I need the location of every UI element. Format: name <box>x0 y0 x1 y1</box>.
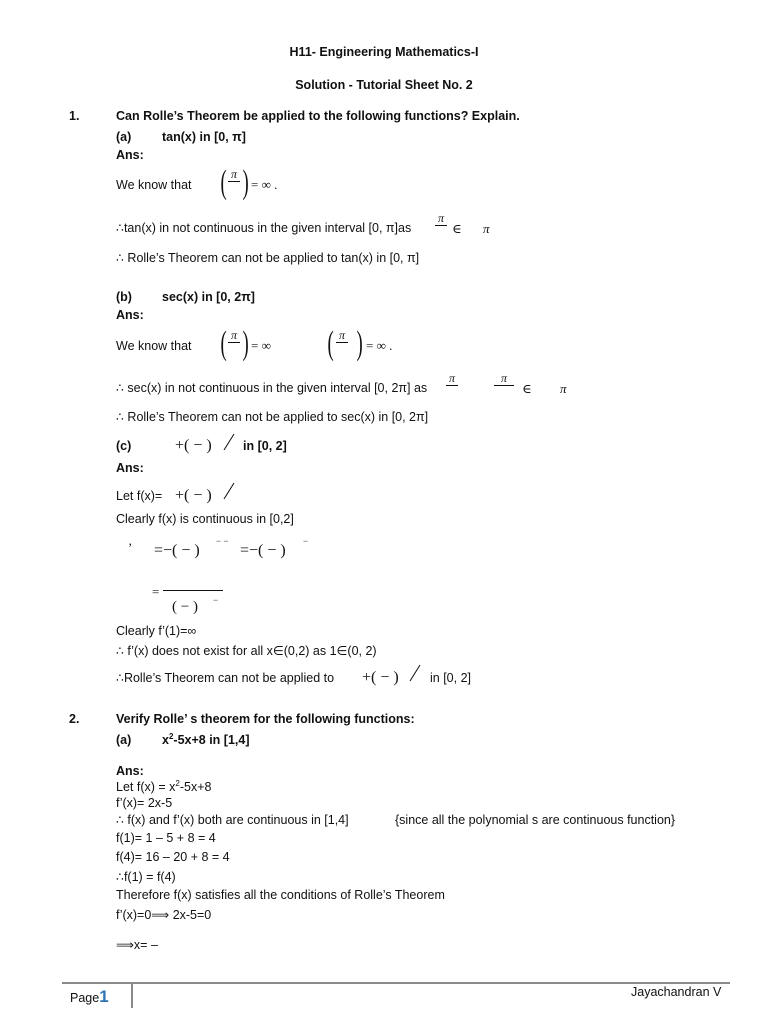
q1b-equation-2: = ∞ . <box>366 338 393 353</box>
q1a-not-continuous: ∴tan(x) in not continuous in the given interval [0, π]as <box>116 221 412 235</box>
q2a-continuity: ∴ f(x) and f’(x) both are continuous in [1,4] <box>116 813 349 827</box>
q1c-function-stroke <box>222 432 236 452</box>
q1b-not-continuous: ∴ sec(x) in not continuous in the given interval [0, 2π] as <box>116 381 428 395</box>
q2a-function-rest: -5x+8 in [1,4] <box>173 733 250 747</box>
q1b-inline-fraction-2 <box>494 372 514 398</box>
footer-page-number: 1 <box>99 987 109 1006</box>
q2a-let-base: Let f(x) = x <box>116 780 176 794</box>
q1c-let-stroke <box>222 481 236 501</box>
q1b-function: sec(x) in [0, 2π] <box>162 290 255 304</box>
q1-question: Can Rolle’s Theorem be applied to the following functions? Explain. <box>116 109 520 123</box>
q1b-we-know: We know that <box>116 339 192 353</box>
q1c-frac-den-exp: − <box>213 595 219 605</box>
q1c-deriv-glyphs2: =−( − ) <box>240 542 286 559</box>
q1b-equation-1: = ∞ <box>251 338 271 353</box>
q1a-fraction <box>228 168 240 194</box>
q1b-right-paren-2: ) <box>356 325 363 362</box>
q2a-let <box>116 781 211 794</box>
q1c-frac-eq: = <box>152 584 160 599</box>
q1c-deriv-glyphs: =−( − ) <box>154 542 200 559</box>
q1c-fraction-bar <box>163 590 223 591</box>
q1c-deriv-exp1: − − <box>216 536 229 546</box>
footer-author: Jayachandran V <box>631 985 722 999</box>
q1c-continuous: Clearly f(x) is continuous in [0,2] <box>116 512 294 526</box>
q1a-we-know: We know that <box>116 178 192 192</box>
q2a-continuity-reason: {since all the polynomial s are continuous function} <box>395 813 676 827</box>
q1b-inline-fraction-1-num: π <box>448 371 455 385</box>
q2a-derivative: f’(x)= 2x-5 <box>116 796 173 810</box>
q2a-f4: f(4)= 16 – 20 + 8 = 4 <box>116 850 230 864</box>
q1c-conclusion-stroke <box>408 663 422 683</box>
q1b-label: (b) <box>116 290 132 304</box>
q1c-function-tail: in [0, 2] <box>243 439 287 453</box>
q2a-ans-label: Ans: <box>116 764 144 778</box>
q1b-fraction-1 <box>228 329 240 355</box>
q1c-conclusion-glyphs: +( − ) <box>362 669 399 686</box>
q1c-ans-label: Ans: <box>116 461 144 475</box>
footer-page <box>70 988 109 1005</box>
footer-divider <box>131 984 133 1008</box>
q1a-ans-label: Ans: <box>116 148 144 162</box>
q1c-let: Let f(x)= <box>116 489 163 503</box>
q1b-pi: π <box>560 381 567 396</box>
q1a-function: tan(x) in [0, π] <box>162 130 246 144</box>
q2a-zero: f’(x)=0⟹ 2x-5=0 <box>116 908 212 922</box>
q2a-f1: f(1)= 1 – 5 + 8 = 4 <box>116 831 216 845</box>
q1c-not-exist: ∴ f’(x) does not exist for all x∈(0,2) as 1∈(0, 2) <box>116 644 377 658</box>
q1b-left-paren-2: ( <box>327 325 334 362</box>
q2a-label: (a) <box>116 733 132 747</box>
q1b-fraction-1-num: π <box>230 328 237 342</box>
q1a-right-paren: ) <box>242 164 249 201</box>
q1c-deriv-exp2: − <box>303 536 309 546</box>
q1c-label: (c) <box>116 439 132 453</box>
q1-number: 1. <box>69 109 80 123</box>
document-title: H11- Engineering Mathematics-I <box>289 45 479 59</box>
q1c-function-glyphs: +( − ) <box>175 437 212 454</box>
q2-question: Verify Rolle’ s theorem for the following functions: <box>116 712 415 726</box>
q2a-let-exp: 2 <box>175 779 180 788</box>
q1a-inline-fraction-num: π <box>437 211 444 225</box>
q1a-conclusion: ∴ Rolle’s Theorem can not be applied to tan(x) in [0, π] <box>116 251 420 265</box>
q1a-pi: π <box>483 221 490 236</box>
document-subtitle: Solution - Tutorial Sheet No. 2 <box>295 78 473 92</box>
q2a-function-exp: 2 <box>168 732 174 741</box>
q2a-let-rest: -5x+8 <box>179 780 212 794</box>
q1a-fraction-num: π <box>230 167 237 181</box>
q1b-conclusion: ∴ Rolle’s Theorem can not be applied to sec(x) in [0, 2π] <box>116 410 429 424</box>
q1c-deriv-prime: ’ <box>128 540 133 555</box>
q1b-ans-label: Ans: <box>116 308 144 322</box>
q1c-let-glyphs: +( − ) <box>175 487 212 504</box>
q1a-inline-fraction <box>435 212 447 238</box>
q2a-function <box>162 734 249 747</box>
q1c-conclusion: ∴Rolle’s Theorem can not be applied to <box>116 671 335 685</box>
q2a-therefore: Therefore f(x) satisfies all the conditions of Rolle’s Theorem <box>116 888 445 902</box>
q1b-inline-fraction-1 <box>446 372 458 398</box>
q1b-fraction-2-num: π <box>338 328 345 342</box>
q2-number: 2. <box>69 712 80 726</box>
q2a-x-value: ⟹x= – <box>116 938 158 952</box>
q2a-equality: ∴f(1) = f(4) <box>116 870 176 884</box>
q1b-left-paren-1: ( <box>220 325 227 362</box>
q1a-equation: = ∞ . <box>251 177 278 192</box>
footer-rule <box>62 982 730 984</box>
q1b-right-paren-1: ) <box>242 325 249 362</box>
q1c-conclusion-tail: in [0, 2] <box>430 671 471 685</box>
q2a-function-base: x <box>162 733 169 747</box>
q1a-label: (a) <box>116 130 132 144</box>
q1b-inline-fraction-2-num: π <box>500 371 507 385</box>
q1c-clearly: Clearly f’(1)=∞ <box>116 624 197 638</box>
q1a-left-paren: ( <box>220 164 227 201</box>
q1c-frac-den: ( − ) <box>172 599 198 615</box>
q1b-fraction-2 <box>336 329 348 355</box>
q1a-element-of: ∈ <box>452 221 462 236</box>
footer-page-label: Page <box>70 991 100 1005</box>
q1b-element-of: ∈ <box>522 381 532 396</box>
